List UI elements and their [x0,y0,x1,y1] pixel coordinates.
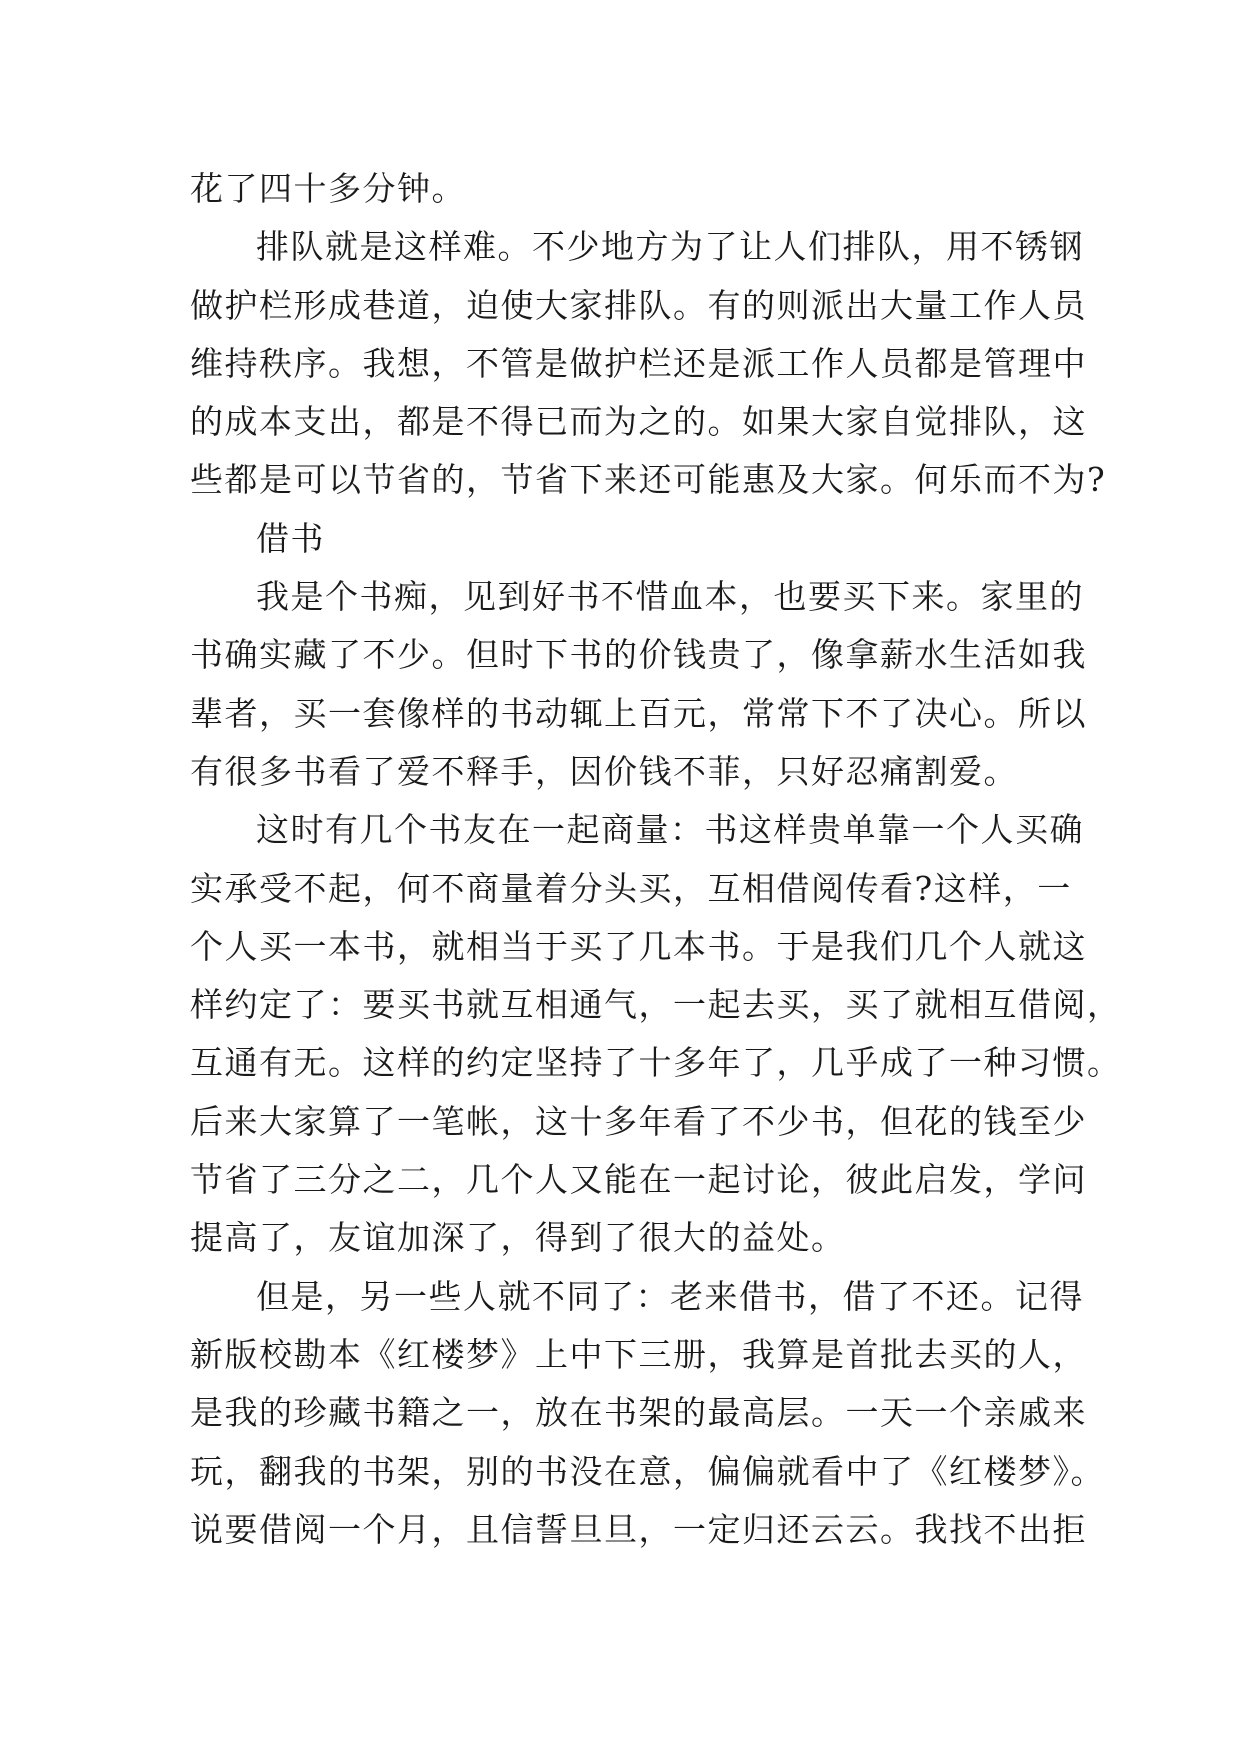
text-line: 花了四十多分钟。 [190,169,466,208]
text-line: 做护栏形成巷道，迫使大家排队。有的则派出大量工作人员 [190,285,1087,325]
text-line: 书确实藏了不少。但时下书的价钱贵了，像拿薪水生活如我 [190,635,1087,675]
body-text [190,160,1122,1559]
text-line: 新版校勘本《红楼梦》上中下三册，我算是首批去买的人， [190,1334,1087,1374]
text-line: 提高了，友谊加深了，得到了很大的益处。 [190,1218,846,1258]
text-line: 说要借阅一个月，且信誓旦旦，一定归还云云。我找不出拒 [190,1509,1087,1549]
text-line: 玩，翻我的书架，别的书没在意，偏偏就看中了《红楼梦》。 [190,1451,1105,1491]
text-line: 排队就是这样难。不少地方为了让人们排队，用不锈钢 [256,227,1084,267]
text-line: 借书 [256,518,325,558]
text-line: 实承受不起，何不商量着分头买，互相借阅传看?这样，一 [190,868,1072,908]
text-line: 个人买一本书，就相当于买了几本书。于是我们几个人就这 [190,926,1087,966]
text-line: 样约定了：要买书就互相通气，一起去买，买了就相互借阅， [190,985,1122,1025]
text-line: 但是，另一些人就不同了：老来借书，借了不还。记得 [256,1276,1084,1316]
text-line: 是我的珍藏书籍之一，放在书架的最高层。一天一个亲戚来 [190,1393,1087,1433]
text-line: 的成本支出，都是不得已而为之的。如果大家自觉排队，这 [190,402,1087,442]
text-line: 有很多书看了爱不释手，因价钱不菲，只好忍痛割爱。 [190,751,1018,791]
text-line: 维持秩序。我想，不管是做护栏还是派工作人员都是管理中 [190,343,1087,383]
text-line: 这时有几个书友在一起商量：书这样贵单靠一个人买确 [256,810,1084,850]
text-line: 辈者，买一套像样的书动辄上百元，常常下不了决心。所以 [190,693,1087,733]
text-line: 我是个书痴，见到好书不惜血本，也要买下来。家里的 [256,577,1084,617]
text-line: 节省了三分之二，几个人又能在一起讨论，彼此启发，学问 [190,1160,1087,1200]
text-line: 互通有无。这样的约定坚持了十多年了，几乎成了一种习惯。 [190,1043,1122,1083]
text-line: 后来大家算了一笔帐，这十多年看了不少书，但花的钱至少 [190,1101,1087,1141]
text-line: 些都是可以节省的，节省下来还可能惠及大家。何乐而不为? [190,460,1107,500]
